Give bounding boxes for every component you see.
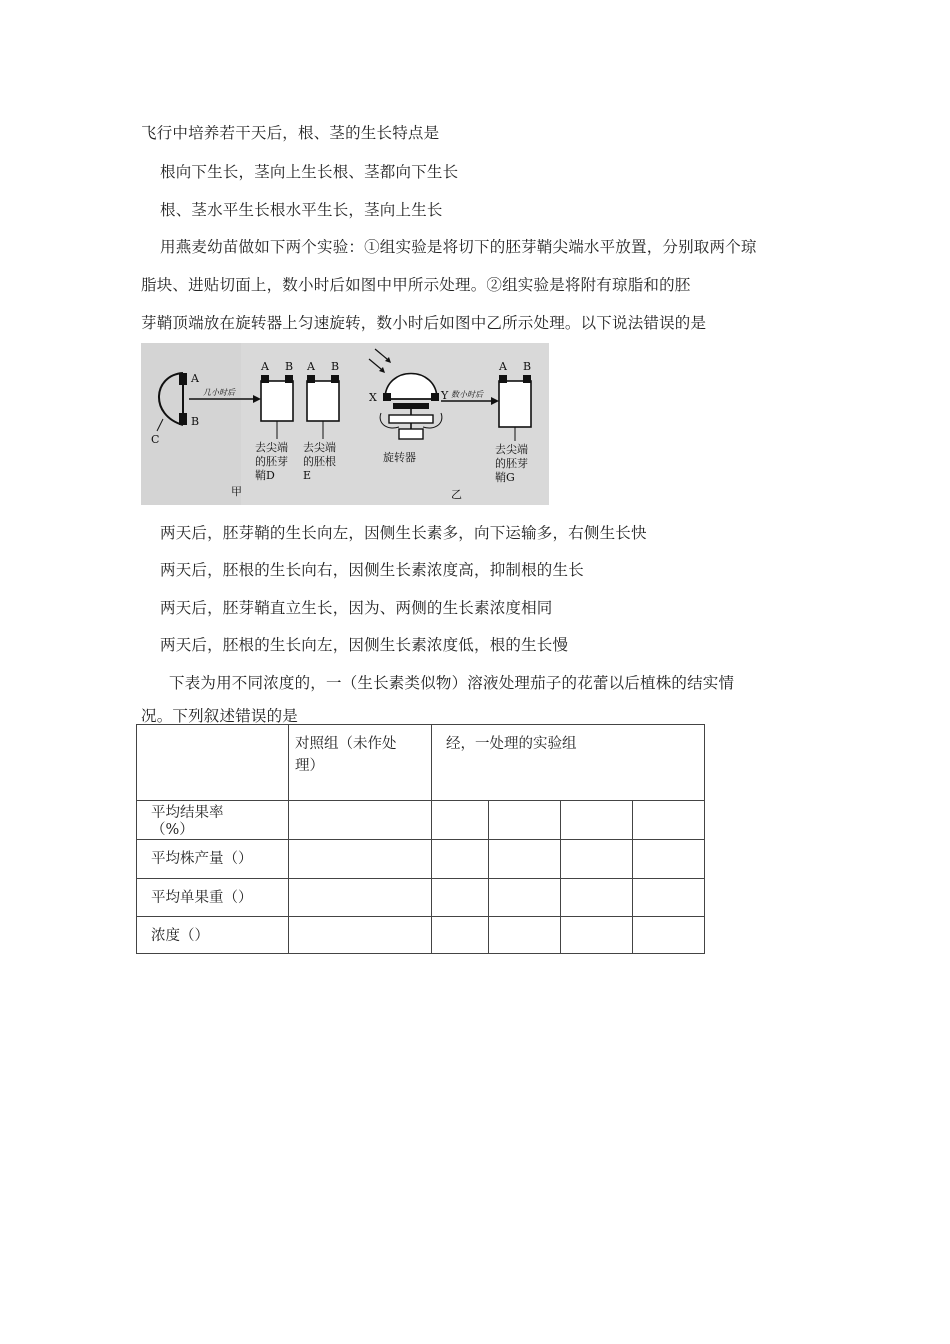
table-cell [633, 917, 705, 954]
table-cell [489, 879, 561, 917]
rotator-label: 旋转器 [383, 451, 416, 464]
question2-line-1: 下表为用不同浓度的，一（生长素类似物）溶液处理茄子的花蕾以后植株的结实情 [169, 674, 735, 692]
label-y: Y [441, 389, 449, 402]
question2-line-2: 况。下列叙述错误的是 [141, 707, 299, 725]
label-c: C [151, 433, 160, 446]
table-cell [432, 917, 489, 954]
table-cell [432, 840, 489, 879]
paragraph-2: 根向下生长，茎向上生长根、茎都向下生长 [160, 163, 459, 181]
header-control-line1: 对照组（未作处 [295, 736, 397, 752]
dome [385, 374, 437, 400]
header-experiment [432, 725, 705, 801]
table-cell [289, 840, 432, 879]
label-jia: 甲 [231, 485, 242, 498]
label-a-e: A [307, 360, 315, 373]
table-cell [432, 879, 489, 917]
row-label-fruit-rate-line2: （%） [151, 822, 194, 838]
paragraph-6: 芽鞘顶端放在旋转器上匀速旋转，数小时后如图中乙所示处理。以下说法错误的是 [141, 314, 707, 332]
header-control-line2: 理） [295, 758, 324, 774]
label-x: X [369, 391, 377, 404]
row-label-concentration [137, 917, 289, 954]
label-yi: 乙 [451, 488, 462, 501]
caption-e-1: 去尖端 [303, 441, 336, 454]
caption-g-1: 去尖端 [495, 443, 528, 456]
paragraph-4: 用燕麦幼苗做如下两个实验：①组实验是将切下的胚芽鞘尖端水平放置，分别取两个琼 [160, 238, 757, 256]
caption-e-2: 的胚根 [303, 455, 336, 468]
table-cell [561, 917, 633, 954]
table-cell [561, 879, 633, 917]
label-a-left: A [191, 372, 199, 385]
table-cell [561, 840, 633, 879]
option-2: 两天后，胚根的生长向右，因侧生长素浓度高，抑制根的生长 [160, 561, 584, 579]
label-b-d: B [285, 360, 294, 373]
caption-d-1: 去尖端 [255, 441, 288, 454]
row-label-yield-text: 平均株产量（） [151, 851, 253, 867]
caption-g-3: 鞘G [495, 471, 515, 484]
caption-d-2: 的胚芽 [255, 455, 288, 468]
caption-d-3: 鞘D [255, 469, 275, 482]
table-cell [489, 840, 561, 879]
arrow-label-left: 几小时后 [203, 388, 235, 397]
option-1: 两天后，胚芽鞘的生长向左，因侧生长素多，向下运输多，右侧生长快 [160, 524, 647, 542]
caption-e-3: E [303, 469, 312, 482]
header-experiment-text: 经，一处理的实验组 [446, 736, 577, 752]
label-b-left: B [191, 415, 200, 428]
table-cell [489, 801, 561, 840]
table-cell [561, 801, 633, 840]
row-label-yield [137, 840, 289, 879]
paragraph-3: 根、茎水平生长根水平生长，茎向上生长 [160, 201, 443, 219]
label-a-d: A [261, 360, 269, 373]
table-cell [633, 840, 705, 879]
experiment-figure [141, 343, 549, 505]
row-label-fruit-weight-text: 平均单果重（） [151, 890, 253, 906]
row-label-concentration-text: 浓度（） [151, 928, 209, 944]
row-label-fruit-weight [137, 879, 289, 917]
table-cell [633, 801, 705, 840]
row-label-fruit-rate [137, 801, 289, 840]
paragraph-1: 飞行中培养若干天后，根、茎的生长特点是 [141, 124, 440, 142]
row-label-fruit-rate-line1: 平均结果率 [151, 805, 224, 821]
table-cell [633, 879, 705, 917]
label-b-g: B [523, 360, 532, 373]
header-control [289, 725, 432, 801]
label-a-g: A [499, 360, 507, 373]
table-cell [432, 801, 489, 840]
arrow-label-right: 数小时后 [451, 390, 483, 399]
table-cell [289, 917, 432, 954]
results-table [136, 724, 705, 954]
caption-g-2: 的胚芽 [495, 457, 528, 470]
table-cell [289, 879, 432, 917]
paragraph-5: 脂块、进贴切面上，数小时后如图中甲所示处理。②组实验是将附有琼脂和的胚 [141, 276, 691, 294]
option-4: 两天后，胚根的生长向左，因侧生长素浓度低，根的生长慢 [160, 636, 569, 654]
table-cell [489, 917, 561, 954]
label-b-e: B [331, 360, 340, 373]
table-cell [289, 801, 432, 840]
corner-cell [137, 725, 289, 801]
option-3: 两天后，胚芽鞘直立生长，因为、两侧的生长素浓度相同 [160, 599, 553, 617]
